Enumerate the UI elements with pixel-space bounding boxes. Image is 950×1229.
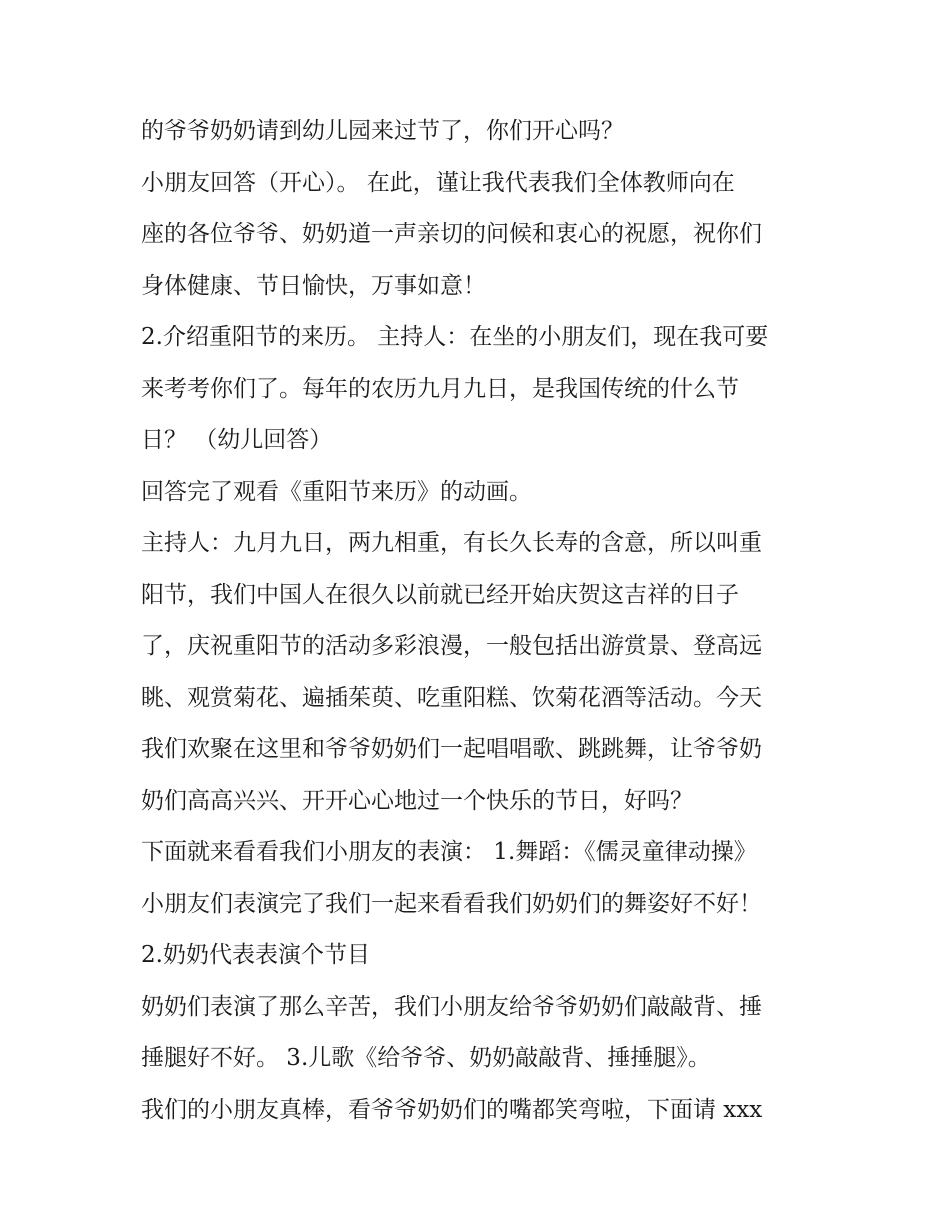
text-line: 2.介绍重阳节的来历。 主持人：在坐的小朋友们，现在我可要 [141,324,769,350]
text-line: 我们欢聚在这里和爷爷奶奶们一起唱唱歌、跳跳舞，让爷爷奶 [141,736,762,762]
text-line: 奶们高高兴兴、开开心心地过一个快乐的节日，好吗？ [141,787,693,814]
text-line: 主持人：九月九日，两九相重，有长久长寿的含意，所以叫重 [141,530,762,556]
document-body [141,106,821,1136]
text-line: 阳节，我们中国人在很久以前就已经开始庆贺这吉祥的日子 [141,581,739,608]
text-line: 身体健康、节日愉快，万事如意！ [141,272,486,299]
text-line: 我们的小朋友真棒，看爷爷奶奶们的嘴都笑弯啦，下面请 xxx [141,1096,763,1123]
text-line: 2.奶奶代表表演个节目 [141,942,370,968]
text-line: 的爷爷奶奶请到幼儿园来过节了，你们开心吗？ [141,118,624,144]
text-line: 座的各位爷爷、奶奶道一声亲切的问候和衷心的祝愿，祝你们 [141,221,762,247]
text-line: 了，庆祝重阳节的活动多彩浪漫，一般包括出游赏景、登高远 [141,633,762,659]
text-line: 小朋友回答（开心）。 在此，谨让我代表我们全体教师向在 [141,169,735,196]
text-line: 奶奶们表演了那么辛苦，我们小朋友给爷爷奶奶们敲敲背、捶 [141,993,762,1020]
text-line: 小朋友们表演完了我们一起来看看我们奶奶们的舞姿好不好！ [141,890,762,917]
text-line: 回答完了观看《重阳节来历》的动画。 [141,478,532,505]
text-line: 下面就来看看我们小朋友的表演： 1.舞蹈：《儒灵童律动操》 [141,839,757,865]
text-line: 日？ （幼儿回答） [141,427,333,453]
text-line: 来考考你们了。每年的农历九月九日，是我国传统的什么节 [141,375,739,402]
text-line: 捶腿好不好。 3.儿歌《给爷爷、奶奶敲敲背、捶捶腿》。 [141,1045,711,1071]
text-line: 眺、观赏菊花、遍插茱萸、吃重阳糕、饮菊花酒等活动。今天 [141,684,762,711]
